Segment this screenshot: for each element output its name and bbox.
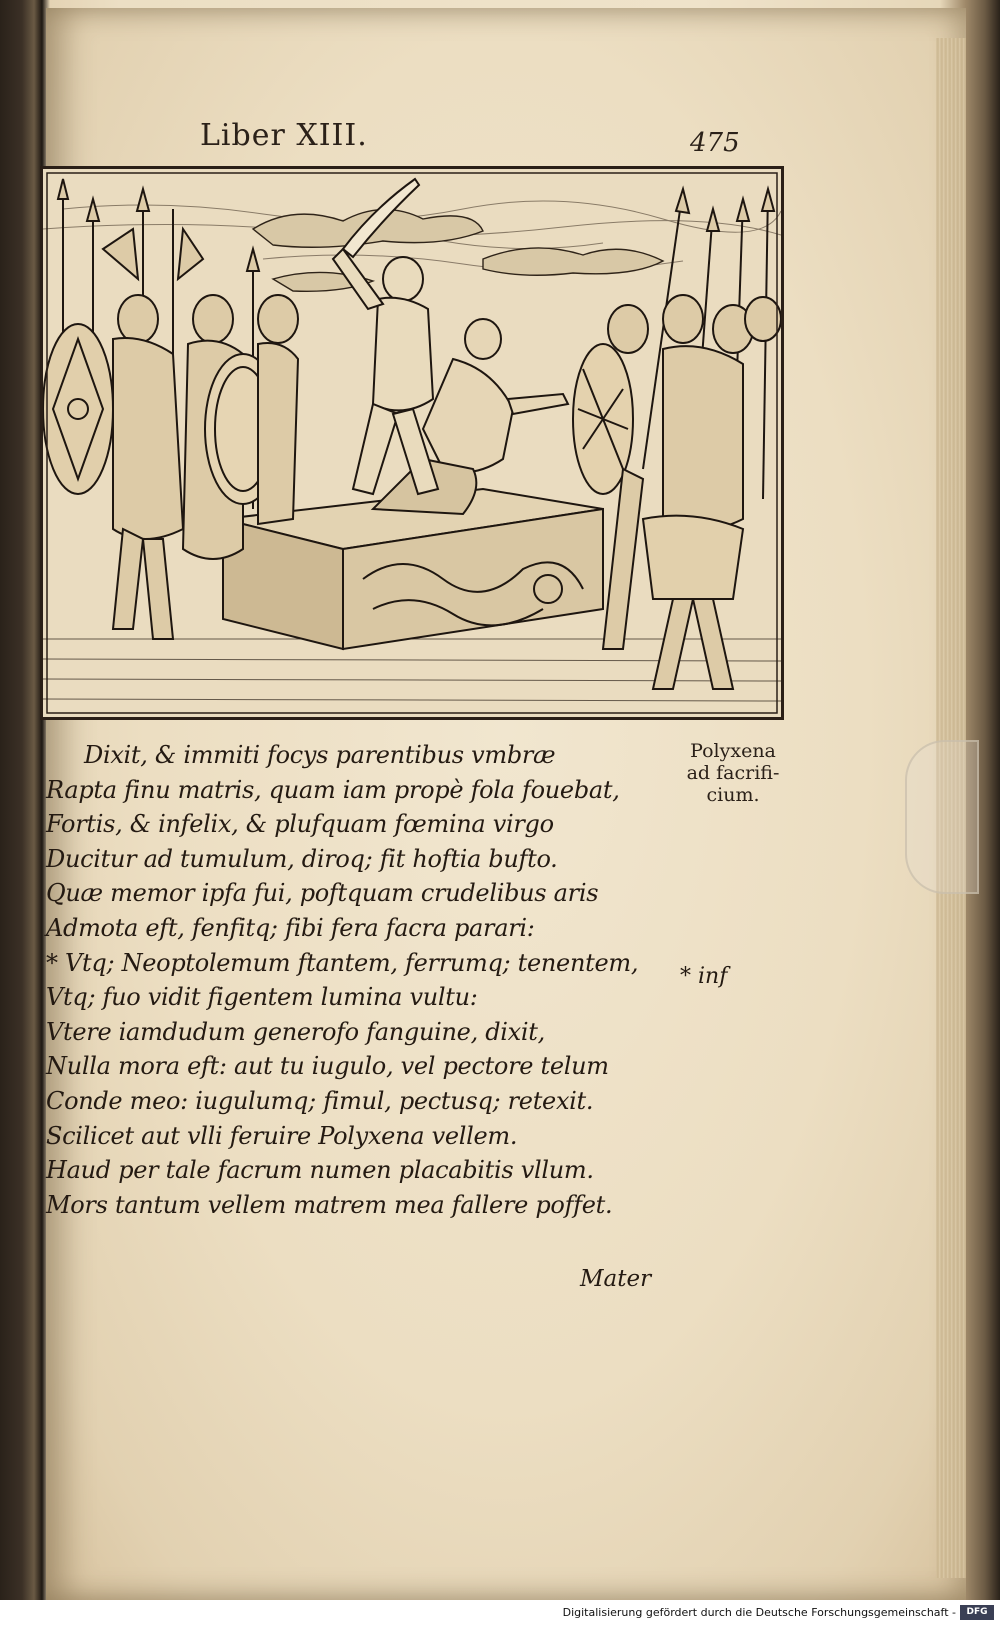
- verse-line: Conde meo: iugulumq; fimul, pectusq; retexit.: [46, 1086, 594, 1115]
- verse-line: Mors tantum vellem matrem mea fallere poffet.: [46, 1190, 613, 1219]
- verse-line: Vtere iamdudum generofo fanguine, dixit,: [46, 1017, 545, 1046]
- verse-line: Scilicet aut vlli feruire Polyxena vellem.: [46, 1121, 518, 1150]
- woodcut-illustration-icon: [43, 169, 781, 717]
- verse-line: Dixit, & immiti focys parentibus vmbræ: [84, 741, 556, 769]
- marginal-note-line: cium.: [706, 784, 760, 806]
- verse-line: Vtq; fuo vidit figentem lumina vultu:: [46, 983, 478, 1012]
- verse-line: Nulla mora eft: aut tu iugulo, vel pectore telum: [46, 1052, 609, 1081]
- verse-line: Fortis, & infelix, & plufquam fœmina virgo: [46, 810, 554, 839]
- marginal-note-line: ad facrifi-: [686, 762, 780, 784]
- woodcut-illustration: [40, 166, 784, 720]
- page-number: 475: [690, 128, 740, 158]
- digitization-credit: Digitalisierung gefördert durch die Deutsche Forschungsgemeinschaft -: [0, 1600, 1000, 1625]
- verse-line: Admota eft, fenfitq; fibi fera facra parari:: [46, 913, 535, 942]
- catchword: Mater: [580, 1266, 652, 1292]
- running-head: Liber XIII.: [200, 118, 368, 153]
- verse-text: [46, 738, 746, 1222]
- margin-reference-mark: * inf: [680, 964, 728, 989]
- verse-line: * Vtq; Neoptolemum ftantem, ferrumq; tenentem,: [46, 948, 639, 977]
- marginal-note-line: Polyxena: [690, 740, 776, 762]
- clip-icon: [905, 740, 979, 894]
- verse-line: Quæ memor ipfa fui, poftquam crudelibus aris: [46, 879, 599, 908]
- verse-line: Ducitur ad tumulum, diroq; fit hoftia bufto.: [46, 844, 558, 873]
- verse-line: Haud per tale facrum numen placabitis vllum.: [46, 1156, 594, 1185]
- verse-line: Rapta finu matris, quam iam propè fola fouebat,: [46, 775, 620, 804]
- dfg-logo: DFG: [960, 1605, 994, 1620]
